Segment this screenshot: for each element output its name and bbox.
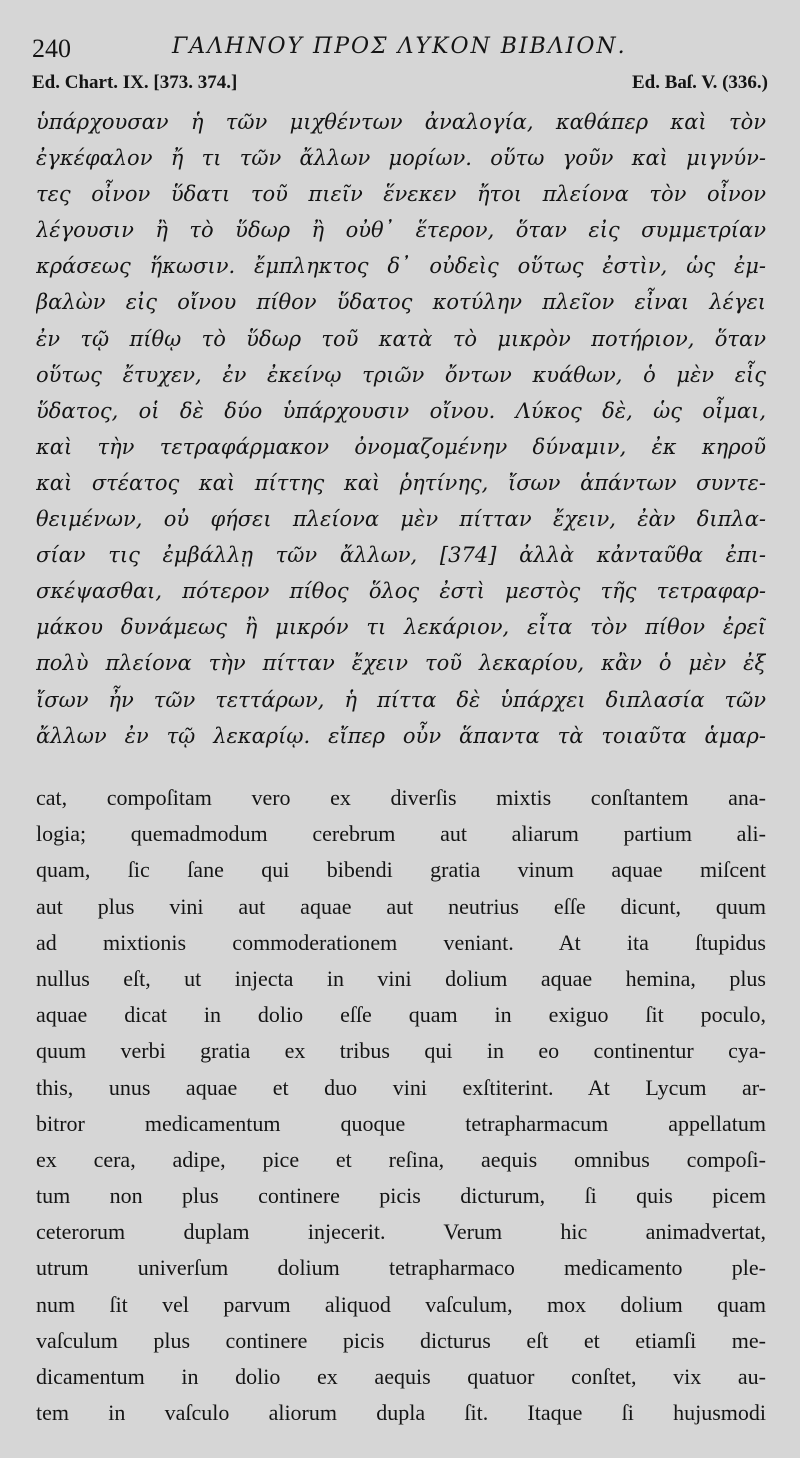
- latin-text-line: cat, compoſitam vero ex diverſis mixtis conſtantem ana-: [36, 785, 766, 810]
- latin-text-line: quam, ſic ſane qui bibendi gratia vinum aquae miſcent: [36, 857, 766, 883]
- edition-chart-reference: Ed. Chart. IX. [373. 374.]: [32, 72, 238, 93]
- latin-text-line: vaſculum plus continere picis dicturus eſt et etiamſi me-: [36, 1327, 766, 1353]
- greek-text-line: σκέψασθαι, πότερον πίθος ὅλος ἐστὶ μεστὸς τῆς τετραφαρ-: [36, 579, 766, 604]
- greek-text-line: τες οἶνον ὕδατι τοῦ πιεῖν ἕνεκεν ἤτοι πλείονα τὸν οἶνον: [36, 182, 766, 207]
- greek-text-line: ἄλλων ἐν τῷ λεκαρίῳ. εἴπερ οὖν ἅπαντα τὰ τοιαῦτα ἁμαρ-: [36, 723, 766, 748]
- greek-text-line: ἐγκέφαλον ἤ τι τῶν ἄλλων μορίων. οὕτω γοῦν καὶ μιγνύν-: [36, 146, 766, 171]
- greek-text-line: μάκου δυνάμεως ἢ μικρόν τι λεκάριον, εἶτα τὸν πίθον ἐρεῖ: [36, 615, 766, 640]
- greek-text-line: βαλὼν εἰς οἴνου πίθον ὕδατος κοτύλην πλεῖον εἶναι λέγει: [36, 290, 766, 315]
- greek-text-line: οὕτως ἔτυχεν, ἐν ἐκείνῳ τριῶν ὄντων κυάθων, ὁ μὲν εἷς: [36, 362, 766, 387]
- greek-text-line: λέγουσιν ἢ τὸ ὕδωρ ἢ οὐθ᾿ ἕτερον, ὅταν εἰς συμμετρίαν: [36, 218, 766, 243]
- greek-text-line: ἴσων ἦν τῶν τεττάρων, ἡ πίττα δὲ ὑπάρχει διπλασία τῶν: [36, 687, 766, 712]
- page-number: 240: [32, 34, 71, 63]
- greek-text-line: καὶ τὴν τετραφάρμακον ὀνομαζομένην δύναμιν, ἐκ κηροῦ: [36, 434, 766, 459]
- edition-basel-reference: Ed. Baſ. V. (336.): [631, 72, 768, 93]
- latin-text-line: bitror medicamentum quoque tetrapharmacum appellatum: [36, 1110, 766, 1136]
- greek-text-line: ὑπάρχουσαν ἡ τῶν μιχθέντων ἀναλογία, καθάπερ καὶ τὸν: [36, 110, 766, 134]
- greek-text-line: πολὺ πλείονα τὴν πίτταν ἔχειν τοῦ λεκαρίου, κἂν ὁ μὲν ἐξ: [36, 651, 766, 676]
- latin-text-line: ceterorum duplam injecerit. Verum hic animadvertat,: [36, 1219, 766, 1245]
- latin-text-line: dicamentum in dolio ex aequis quatuor conſtet, vix au-: [36, 1364, 766, 1389]
- greek-text-line: καὶ στέατος καὶ πίττης καὶ ῥητίνης, ἴσων ἁπάντων συντε-: [36, 470, 766, 495]
- latin-text-block: [36, 780, 766, 1431]
- greek-text-line: κράσεως ἥκωσιν. ἔμπληκτος δ᾿ οὐδεὶς οὕτως ἐστὶν, ὡς ἐμ-: [36, 254, 766, 279]
- latin-text-line: aquae dicat in dolio eſſe quam in exiguo ſit poculo,: [36, 1002, 766, 1028]
- latin-text-line: tum non plus continere picis dicturum, ſi quis picem: [36, 1183, 766, 1209]
- latin-text-line: aut plus vini aut aquae aut neutrius eſſe dicunt, quum: [36, 893, 766, 919]
- latin-text-line: utrum univerſum dolium tetrapharmaco medicamento ple-: [36, 1255, 766, 1281]
- greek-text-line: ὕδατος, οἱ δὲ δύο ὑπάρχουσιν οἴνου. Λύκος δὲ, ὡς οἶμαι,: [36, 398, 766, 423]
- greek-text-block: [36, 104, 766, 754]
- greek-text-line: θειμένων, οὐ φήσει πλείονα μὲν πίτταν ἔχειν, ἐὰν διπλα-: [36, 507, 766, 532]
- edition-references: [32, 72, 768, 100]
- latin-text-line: ad mixtionis commoderationem veniant. At ita ſtupidus: [36, 929, 766, 955]
- latin-text-line: num ſit vel parvum aliquod vaſculum, mox dolium quam: [36, 1291, 766, 1317]
- latin-text-line: ex cera, adipe, pice et reſina, aequis omnibus compoſi-: [36, 1146, 766, 1172]
- latin-text-line: tem in vaſculo aliorum dupla ſit. Itaque ſi hujusmodi: [36, 1400, 766, 1426]
- latin-text-line: quum verbi gratia ex tribus qui in eo continentur cya-: [36, 1038, 766, 1064]
- greek-text-line: ἐν τῷ πίθῳ τὸ ὕδωρ τοῦ κατὰ τὸ μικρὸν ποτήριον, ὅταν: [36, 326, 766, 351]
- latin-text-line: logia; quemadmodum cerebrum aut aliarum partium ali-: [36, 821, 766, 847]
- running-head: [32, 30, 772, 70]
- greek-text-line: σίαν τις ἐμβάλλῃ τῶν ἄλλων, [374] ἀλλὰ κἀνταῦθα ἐπι-: [36, 543, 766, 568]
- latin-text-line: nullus eſt, ut injecta in vini dolium aquae hemina, plus: [36, 965, 766, 991]
- running-title: ΓΑΛΗΝΟΥ ΠΡΟΣ ΛΥΚΟΝ ΒΙΒΛΙΟΝ.: [172, 34, 627, 59]
- latin-text-line: this, unus aquae et duo vini exſtiterint. At Lycum ar-: [36, 1074, 766, 1100]
